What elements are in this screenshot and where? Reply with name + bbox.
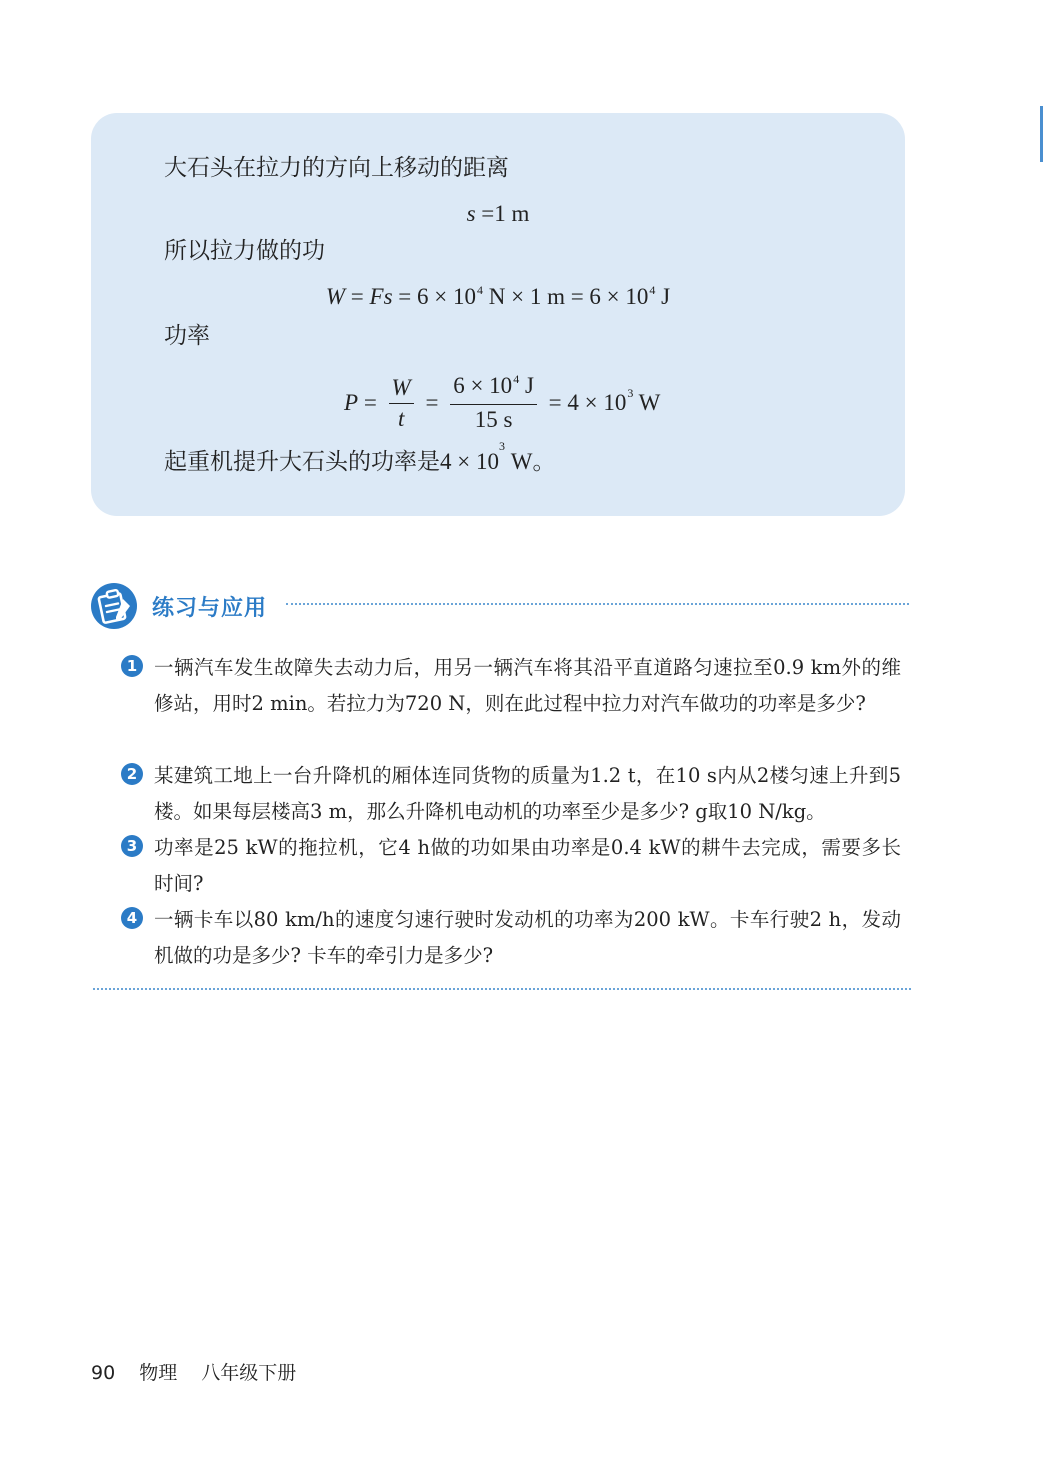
eq-power-unit: W [633,390,661,415]
frac-numerator: W [391,374,411,400]
eq-sign: = [419,390,445,415]
equation-distance-rest: =1 m [475,201,530,226]
equation-work [91,284,905,310]
exercise-text: 某建筑工地上一台升降机的厢体连同货物的质量为1.2 t，在10 s内从2楼匀速上升到5楼。如果每层楼高3 m，那么升降机电动机的功率至少是多少? g取10 N/kg。 [154,764,901,823]
conclusion-value: 4 × 10 [440,449,499,474]
frac-denominator: t [397,405,405,431]
page-number: 90 [91,1362,116,1384]
exponent: 3 [627,385,634,400]
exercise-number-badge: 3 [121,835,143,857]
book-volume: 八年级下册 [201,1362,297,1384]
exercise-text: 一辆汽车发生故障失去动力后，用另一辆汽车将其沿平直道路匀速拉至0.9 km外的维修站，用时2 min。若拉力为720 N，则在此过程中拉力对汽车做功的功率是多少? [154,656,901,715]
frac-denominator: 15 s [474,407,513,432]
var-w: W [325,284,346,309]
solution-line-distance: 大石头在拉力的方向上移动的距离 [164,155,509,181]
page-edge-marker [1040,106,1043,162]
exercise-text: 一辆卡车以80 km/h的速度匀速行驶时发动机的功率为200 kW。卡车行驶2 h，发动机做的功是多少? 卡车的牵引力是多少? [154,908,901,967]
page-footer [91,1358,314,1385]
section-divider-bottom [93,988,911,990]
var-p: P [344,390,359,415]
solution-line-work: 所以拉力做的功 [164,238,325,264]
eq-sign: = [345,284,370,309]
eq-work-part1: = 6 × 10 [392,284,476,309]
section-title: 练习与应用 [152,596,268,621]
section-divider-top [286,603,909,605]
exercise-number-badge: 4 [121,907,143,929]
exercise-text: 功率是25 kW的拖拉机，它4 h做的功如果由功率是0.4 kW的耕牛去完成，需要多长时间? [154,836,901,895]
equation-power [344,373,660,433]
eq-work-part3: J [655,284,671,309]
var-fs: Fs [369,284,393,309]
exercise-number-badge: 1 [121,655,143,677]
equation-distance [91,201,905,227]
var-s: s [466,201,476,226]
eq-power-result: = 4 × 10 [542,390,627,415]
frac-numerator-a: 6 × 10 [453,373,513,398]
exercise-clipboard-icon [90,582,138,630]
conclusion-text: 起重机提升大石头的功率是 [164,449,440,475]
exponent: 4 [649,283,656,297]
eq-work-part2: N × 1 m = 6 × 10 [482,284,649,309]
exponent: 4 [476,283,483,297]
solution-conclusion [164,439,556,475]
eq-sign: = [358,390,383,415]
exercise-item-2 [121,758,901,830]
fraction-work-over-time [450,373,537,433]
exercise-item-3 [121,830,901,902]
book-subject: 物理 [139,1362,178,1384]
exercise-item-4 [121,902,901,974]
conclusion-unit: W。 [504,449,556,474]
exponent: 4 [513,372,520,386]
solution-box [91,113,905,516]
exercise-number-badge: 2 [121,763,143,785]
frac-numerator-b: J [519,373,534,398]
fraction-w-over-t [389,375,414,432]
exercise-item-1 [121,650,901,722]
exponent: 3 [498,439,505,454]
solution-line-power: 功率 [164,323,210,349]
